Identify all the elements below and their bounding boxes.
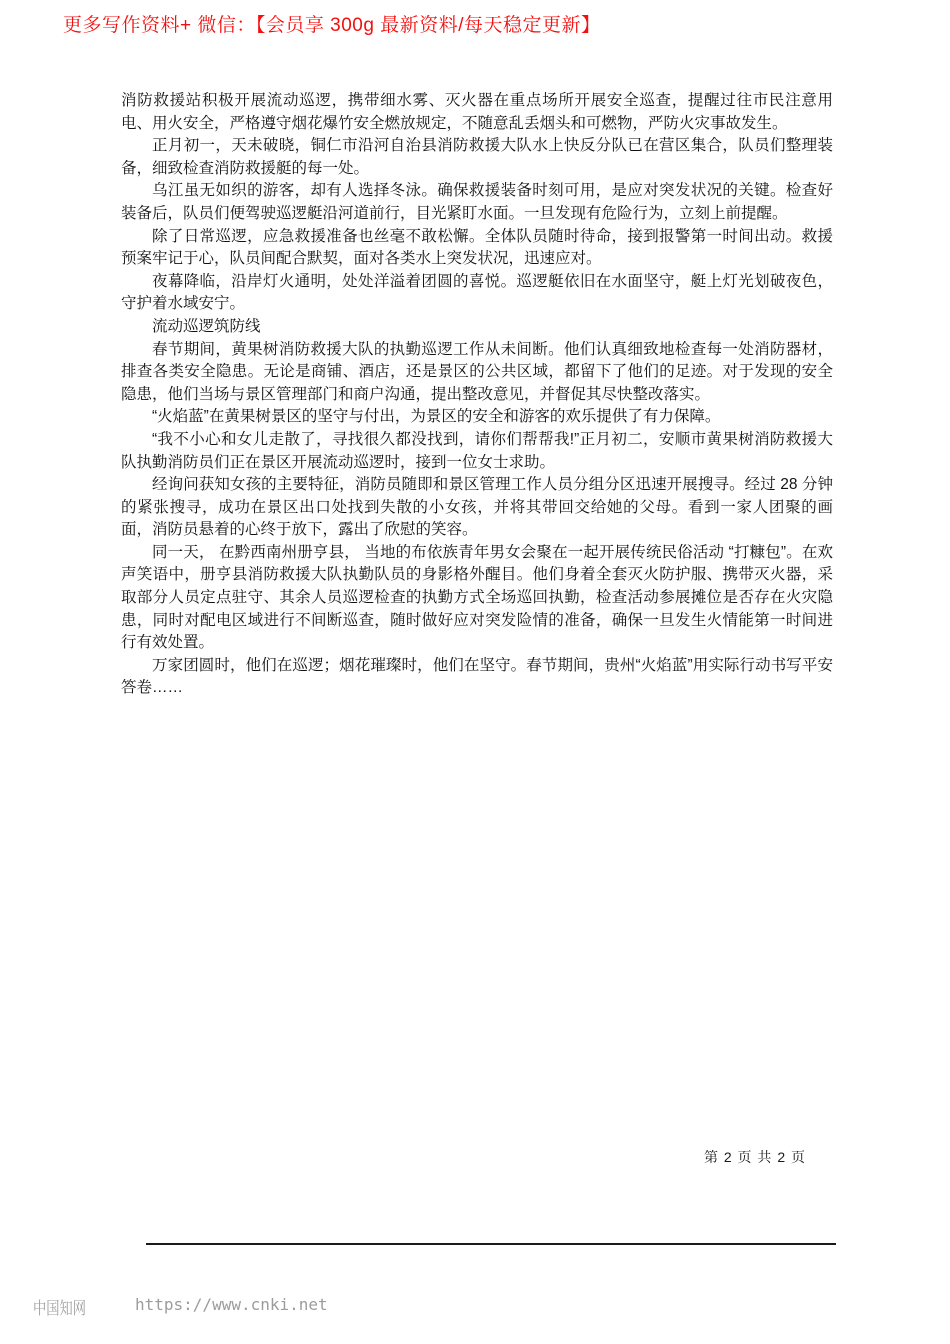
footer-divider-line (146, 1243, 836, 1245)
paragraph: 正月初一，天未破晓，铜仁市沿河自治县消防救援大队水上快反分队已在营区集合，队员们整理装备，细致检查消防救援艇的每一处。 (121, 137, 833, 177)
paragraph: 消防救援站积极开展流动巡逻，携带细水雾、灭火器在重点场所开展安全巡查，提醒过往市民注意用电、用火安全，严格遵守烟花爆竹安全燃放规定，不随意乱丢烟头和可燃物，严防火灾事故发生。 (121, 92, 833, 132)
document-body (121, 90, 833, 700)
page-number: 第 2 页 共 2 页 (703, 1149, 806, 1165)
paragraph: “火焰蓝”在黄果树景区的坚守与付出，为景区的安全和游客的欢乐提供了有力保障。 (152, 408, 721, 426)
paragraph: 春节期间，黄果树消防救援大队的执勤巡逻工作从未间断。他们认真细致地检查每一处消防器材，排查各类安全隐患。无论是商铺、酒店，还是景区的公共区域，都留下了他们的足迹。对于发现的安全隐患，他们当场与景区管理部门和商户沟通，提出整改意见，并督促其尽快整改落实。 (121, 340, 833, 403)
paragraph: “我不小心和女儿走散了，寻找很久都没找到，请你们帮帮我!”正月初二，安顺市黄果树消防救援大队执勤消防员们正在景区开展流动巡逻时，接到一位女士求助。 (121, 430, 833, 471)
promo-header-text: 更多写作资料+ 微信：【会员享 300g 最新资料/每天稳定更新】 (63, 15, 601, 36)
paragraph: 流动巡逻筑防线 (152, 317, 261, 335)
cnki-watermark-url: https://www.cnki.net (135, 1295, 328, 1314)
paragraph: 同一天， 在黔西南州册亨县， 当地的布依族青年男女会聚在一起开展传统民俗活动 “打糠包”。在欢声笑语中，册亨县消防救援大队执勤队员的身影格外醒目。他们身着全套灭火防护服、携带灭火器，采取部分人员定点驻守、其余人员巡逻检查的执勤方式全场巡回执勤，检查活动参展摊位是否存在火灾隐患，同时对配电区域进行不间断巡查，随时做好应对突发险情的准备，确保一旦发生火情能第一时间进行有效处置。 (121, 543, 833, 652)
paragraph: 乌江虽无如织的游客，却有人选择冬泳。确保救援装备时刻可用，是应对突发状况的关键。检查好装备后，队员们便驾驶巡逻艇沿河道前行，目光紧盯水面。一旦发现有危险行为，立刻上前提醒。 (121, 182, 833, 222)
paragraph: 夜幕降临，沿岸灯火通明，处处洋溢着团圆的喜悦。巡逻艇依旧在水面坚守，艇上灯光划破夜色，守护着水域安宁。 (121, 272, 833, 313)
paragraph: 除了日常巡逻，应急救援准备也丝毫不敢松懈。全体队员随时待命，接到报警第一时间出动。救援预案牢记于心，队员间配合默契，面对各类水上突发状况，迅速应对。 (121, 227, 833, 268)
cnki-watermark-name: 中国知网 (33, 1299, 87, 1318)
paragraph: 经询问获知女孩的主要特征，消防员随即和景区管理工作人员分组分区迅速开展搜寻。经过 28 分钟的紧张搜寻，成功在景区出口处找到失散的小女孩，并将其带回交给她的父母。看到一家人团聚的画面，消防员悬着的心终于放下，露出了欣慰的笑容。 (121, 476, 833, 539)
paragraph: 万家团圆时，他们在巡逻；烟花璀璨时，他们在坚守。春节期间，贵州“火焰蓝”用实际行动书写平安答卷…… (121, 656, 833, 697)
